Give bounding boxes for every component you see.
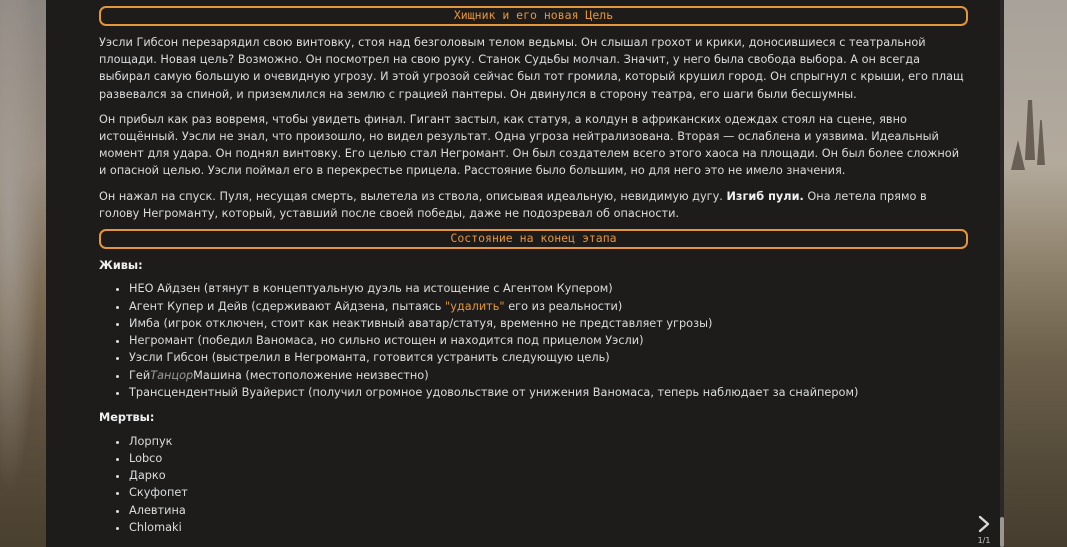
next-page-button[interactable] [973,513,995,535]
scrollbar-thumb[interactable] [1000,517,1004,547]
background-right [1003,0,1067,547]
section-header-status: Состояние на конец этапа [99,229,968,249]
list-item: • Имба (игрок отключен, стоит как неактивный аватар/статуя, временно не представляет угрозы) [129,315,969,332]
chevron-right-icon [977,515,991,533]
page-indicator: 1/1 [977,536,991,545]
story-paragraph-2: Он прибыл как раз вовремя, чтобы увидеть финал. Гигант застыл, как статуя, а колдун в африканских одеждах стоял на сцене, явно истощённый. Уэсли не знал, что произошло, но видел результат. Одна угроза нейтрализована. Вторая — ослаблена и уязвима. Идеальный момент для удара. Он поднял винтовку. Его целью стал Негромант. Он был создателем всего этого хаоса на площади. Он был более сложной и опасной целью. Уэсли поймал его в перекрестье прицела. Расстояние было большим, но для него это не имело значения. [99,112,960,178]
list-item: • Chlomaki [129,519,969,536]
dead-label: Мертвы: [99,411,155,425]
story-paragraph-3-bold: Изгиб пули. [726,189,804,203]
list-item [129,298,969,315]
list-item: • Дарко [129,467,969,484]
list-item: • Lobco [129,450,969,467]
list-item: • НЕО Айдзен (втянут в концептуальную дуэль на истощение с Агентом Купером) [129,280,969,297]
story-paragraph-3-end: Она летела прямо в голову Негроманту, который, уставший после своей победы, даже не подозревал об опасности. [99,189,927,220]
list-item: • Алевтина [129,502,969,519]
section-header-predator: Хищник и его новая Цель [99,6,968,26]
list-item [129,367,969,384]
list-item: • Негромант (победил Ваномаса, но сильно истощен и находится под прицелом Уэсли) [129,332,969,349]
list-item: • Скуфопет [129,484,969,501]
list-item-text: Гей [129,368,151,382]
story-paragraph-3-start: Он нажал на спуск. Пуля, несущая смерть, вылетела из ствола, описывая идеальную, невидимую дугу. [99,189,727,203]
list-item: • Лорпук [129,433,969,450]
highlight-text: "удалить" [445,299,505,313]
list-item: • Уэсли Гибсон (выстрелил в Негроманта, готовится устранить следующую цель) [129,349,969,366]
alive-list [99,280,969,401]
scrollbar-track[interactable] [1000,0,1004,547]
italic-text: Танцор [150,368,194,382]
story-paragraph-3 [99,188,969,222]
list-item-text: Агент Купер и Дейв (сдерживают Айдзена, пытаясь [129,299,445,313]
message-panel [46,0,1003,547]
list-item: • Трансцендентный Вуайерист (получил огромное удовольствие от унижения Ваномаса, теперь наблюдает за снайпером) [129,384,969,401]
list-item-text: Машина (местоположение неизвестно) [193,368,429,382]
message-content [99,6,969,542]
list-item-text: его из реальности) [504,299,623,313]
story-paragraph-1: Уэсли Гибсон перезарядил свою винтовку, стоя над безголовым телом ведьмы. Он слышал грохот и крики, доносившиеся с театральной площади. Новая цель? Возможно. Он посмотрел на свою руку. Станок Судьбы молчал. Значит, у него была свобода выбора. А он всегда выбирал самую большую и очевидную угрозу. И этой угрозой сейчас был тот громила, который крушил город. Он спрыгнул с крыши, его плащ развевался за спиной, и приземлился на землю с грацией пантеры. Он двинулся в сторону театра, его шаги были бесшумны. [99,36,964,101]
dead-list [99,433,969,537]
background-left [0,0,46,547]
alive-label: Живы: [99,259,143,273]
